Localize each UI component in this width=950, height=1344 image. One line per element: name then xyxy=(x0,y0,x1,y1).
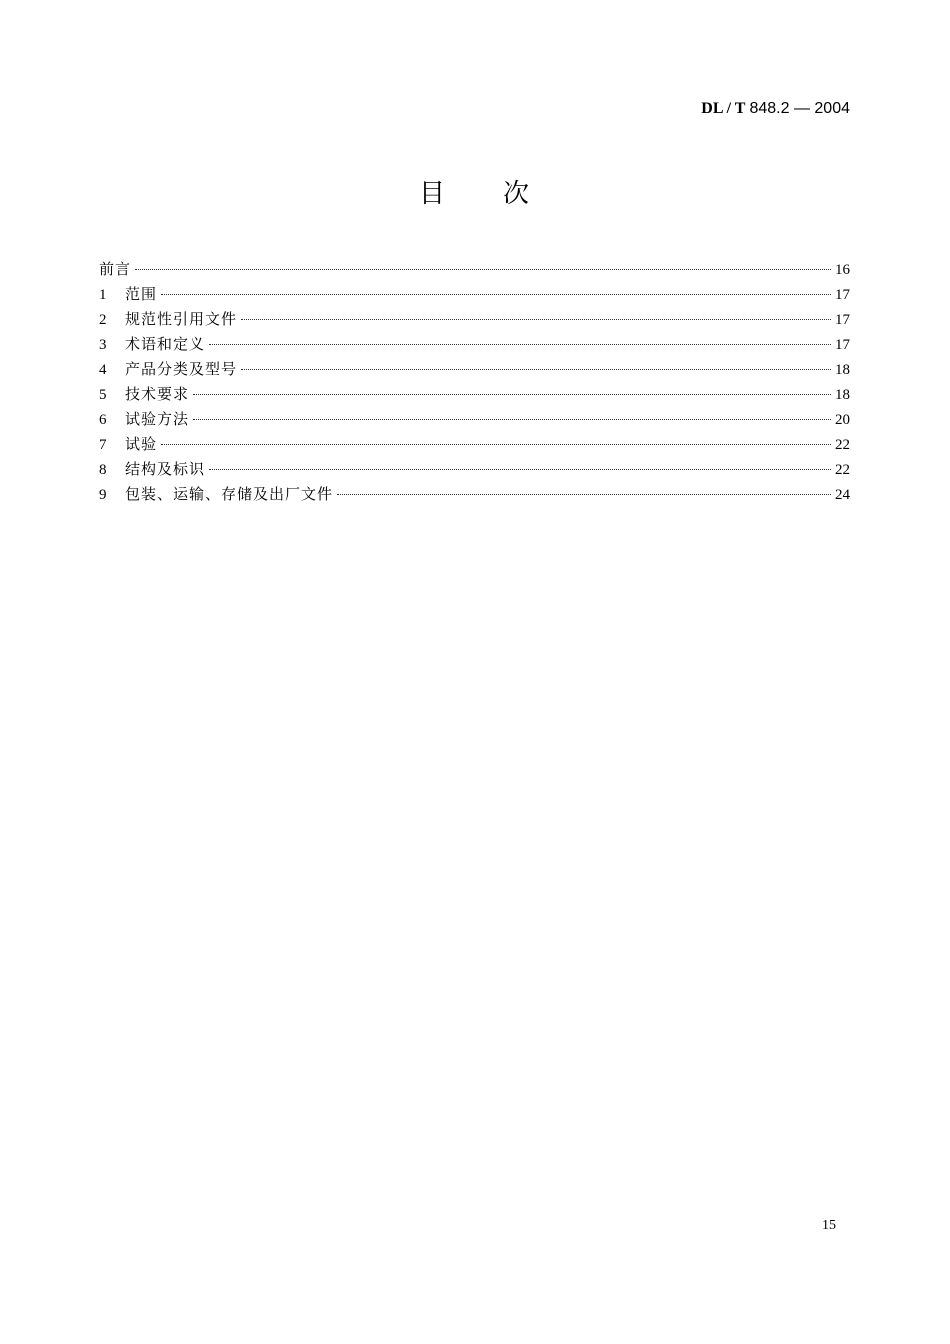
standard-number: 848.2 — 2004 xyxy=(749,100,850,117)
toc-entry-title: 包装、运输、存储及出厂文件 xyxy=(125,487,334,503)
toc-entry-number: 7 xyxy=(99,437,107,453)
toc-entry-7 xyxy=(99,433,850,458)
toc-entry-8 xyxy=(99,458,850,483)
toc-entry-number: 3 xyxy=(99,337,107,353)
toc-entry-title: 术语和定义 xyxy=(125,337,206,353)
toc-entry-title: 结构及标识 xyxy=(125,462,206,478)
toc-entry-page: 22 xyxy=(835,462,850,478)
toc-entry-page: 17 xyxy=(835,287,850,303)
toc-entry-title: 前言 xyxy=(99,262,132,278)
page-title: 目 次 xyxy=(418,179,531,209)
toc-entry-page: 24 xyxy=(835,487,850,503)
toc-entry-title: 规范性引用文件 xyxy=(125,312,238,328)
toc-entry-page: 16 xyxy=(835,262,850,278)
table-of-contents xyxy=(99,258,850,508)
dot-leader xyxy=(241,319,831,320)
dot-leader xyxy=(337,494,831,495)
dot-leader xyxy=(161,294,831,295)
toc-entry-9 xyxy=(99,483,850,508)
dot-leader xyxy=(193,419,831,420)
toc-entry-title: 试验 xyxy=(125,437,158,453)
standard-header xyxy=(701,99,850,119)
dot-leader xyxy=(209,469,831,470)
page-number: 15 xyxy=(822,1218,836,1233)
toc-entry-5 xyxy=(99,383,850,408)
toc-entry-page: 18 xyxy=(835,362,850,378)
dot-leader xyxy=(193,394,831,395)
dot-leader xyxy=(209,344,831,345)
toc-entry-title: 技术要求 xyxy=(125,387,190,403)
toc-entry-number: 2 xyxy=(99,312,107,328)
dot-leader xyxy=(135,269,831,270)
toc-entry-3 xyxy=(99,333,850,358)
toc-entry-page: 22 xyxy=(835,437,850,453)
toc-entry-number: 4 xyxy=(99,362,107,378)
toc-entry-2 xyxy=(99,308,850,333)
dot-leader xyxy=(161,444,831,445)
toc-entry-page: 17 xyxy=(835,312,850,328)
toc-entry-title: 试验方法 xyxy=(125,412,190,428)
dot-leader xyxy=(241,369,831,370)
toc-entry-foreword xyxy=(99,258,850,283)
toc-entry-4 xyxy=(99,358,850,383)
toc-entry-number: 9 xyxy=(99,487,107,503)
toc-entry-title: 范围 xyxy=(125,287,158,303)
toc-entry-number: 8 xyxy=(99,462,107,478)
toc-entry-number: 6 xyxy=(99,412,107,428)
toc-entry-page: 20 xyxy=(835,412,850,428)
toc-entry-6 xyxy=(99,408,850,433)
toc-entry-page: 18 xyxy=(835,387,850,403)
toc-entry-page: 17 xyxy=(835,337,850,353)
toc-entry-title: 产品分类及型号 xyxy=(125,362,238,378)
toc-entry-number: 1 xyxy=(99,287,107,303)
toc-entry-1 xyxy=(99,283,850,308)
toc-entry-number: 5 xyxy=(99,387,107,403)
standard-code: DL / T xyxy=(701,100,746,117)
